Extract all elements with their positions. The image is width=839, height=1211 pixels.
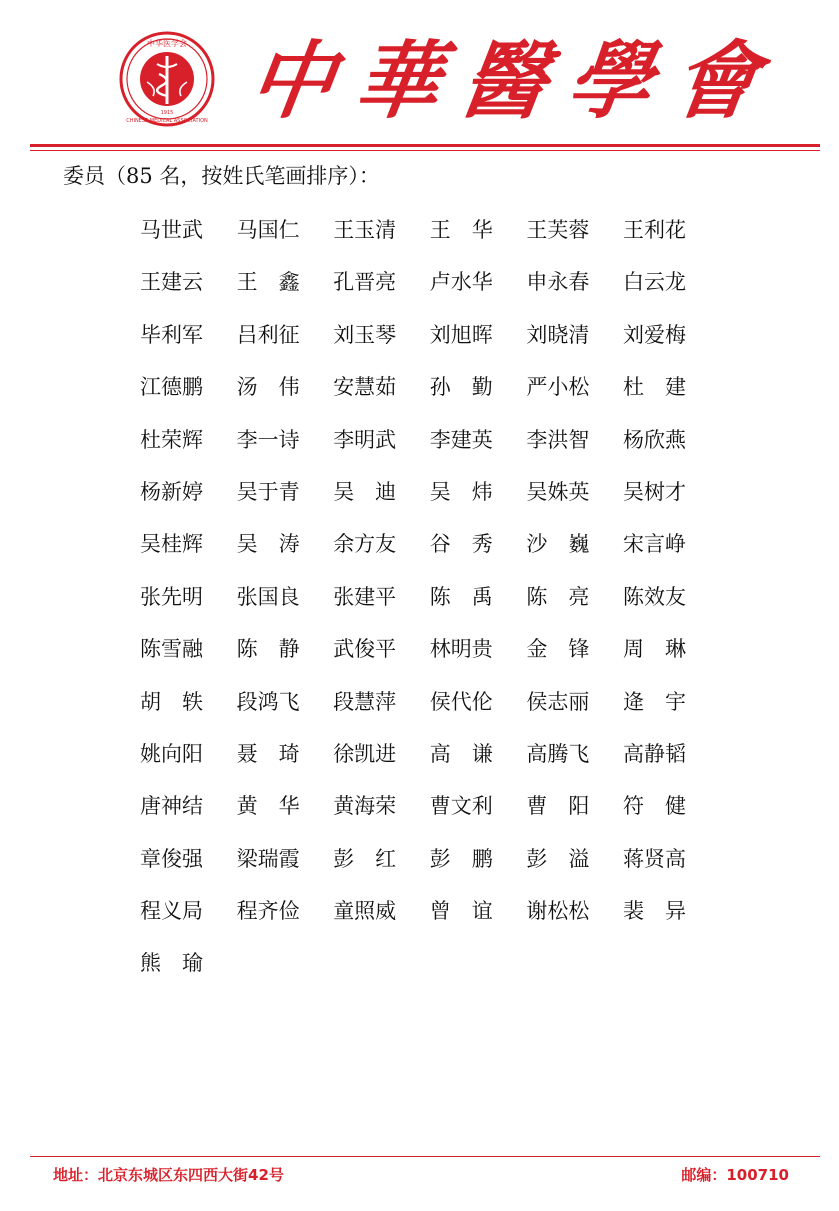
brand-char: 學 xyxy=(561,31,660,130)
member-name: 刘晓清 xyxy=(526,322,590,347)
member-name: 刘旭晖 xyxy=(429,322,493,347)
member-name: 高静韬 xyxy=(622,741,686,766)
member-name: 安慧茹 xyxy=(333,375,397,400)
member-name: 李明武 xyxy=(333,427,397,452)
member-name: 姚向阳 xyxy=(140,741,203,766)
member-name: 陈雪融 xyxy=(140,637,203,662)
member-name: 刘玉琴 xyxy=(333,322,397,347)
member-list-heading: 委员（85 名，按姓氏笔画排序）： xyxy=(63,164,380,188)
member-name: 杨欣燕 xyxy=(622,427,686,452)
member-name: 黄海荣 xyxy=(333,794,397,819)
member-name: 孔晋亮 xyxy=(333,270,397,295)
header-divider-thick xyxy=(30,144,820,147)
footer-address: 地址：北京东城区东四西大街42号 xyxy=(53,1166,284,1184)
member-name: 李一诗 xyxy=(236,427,300,452)
brand-char: 中 xyxy=(243,31,342,130)
member-name: 杜荣辉 xyxy=(140,427,203,452)
member-name: 高腾飞 xyxy=(526,741,590,766)
seal-year-text: 1915 xyxy=(160,110,174,116)
member-name: 逄 宇 xyxy=(622,689,686,714)
member-name: 童照威 xyxy=(333,899,397,924)
member-name: 王芙蓉 xyxy=(526,218,590,242)
footer-postal-code: 邮编：100710 xyxy=(681,1166,789,1184)
member-name: 刘爱梅 xyxy=(622,322,686,347)
member-name: 王 华 xyxy=(429,218,493,242)
member-name: 吴树才 xyxy=(622,479,686,504)
member-name: 章俊强 xyxy=(140,846,203,871)
member-name: 黄 华 xyxy=(236,794,300,819)
member-name: 王玉清 xyxy=(333,218,397,242)
member-name: 江德鹏 xyxy=(140,375,203,400)
member-name: 林明贵 xyxy=(429,637,493,662)
member-name: 曹 阳 xyxy=(526,794,590,819)
member-name: 曹文利 xyxy=(429,794,493,819)
member-name: 毕利军 xyxy=(140,322,203,347)
association-seal-logo xyxy=(117,30,217,128)
member-name: 谷 秀 xyxy=(429,532,493,557)
member-name: 吴姝英 xyxy=(526,479,590,504)
member-name: 梁瑞霞 xyxy=(236,846,300,871)
seal-cn-text: 中华医学会 xyxy=(147,39,187,48)
member-name: 卢水华 xyxy=(429,270,493,295)
member-name-grid xyxy=(140,204,700,990)
member-name: 徐凯进 xyxy=(333,741,397,766)
member-name: 熊 瑜 xyxy=(140,951,203,976)
member-name: 孙 勤 xyxy=(429,375,493,400)
member-name: 申永春 xyxy=(526,270,590,295)
member-name: 聂 琦 xyxy=(236,741,300,766)
brand-wordmark xyxy=(243,31,766,130)
member-name: 余方友 xyxy=(333,532,397,557)
member-name: 侯志丽 xyxy=(526,689,590,714)
member-name: 吕利征 xyxy=(236,322,300,347)
member-name: 程齐俭 xyxy=(236,899,300,924)
header-divider-thin xyxy=(30,150,820,151)
member-name: 陈 静 xyxy=(236,637,300,662)
member-name: 李洪智 xyxy=(526,427,590,452)
member-name: 沙 巍 xyxy=(526,532,590,557)
member-name: 陈 亮 xyxy=(526,584,590,609)
member-name: 张国良 xyxy=(236,584,300,609)
member-name: 彭 鹏 xyxy=(429,846,493,871)
member-name: 唐神结 xyxy=(140,794,203,819)
member-name: 周 琳 xyxy=(622,637,686,662)
member-name: 蒋贤高 xyxy=(622,846,686,871)
member-name: 王建云 xyxy=(140,270,203,295)
member-name: 段鸿飞 xyxy=(236,689,300,714)
member-name: 吴于青 xyxy=(236,479,300,504)
member-name: 高 谦 xyxy=(429,741,493,766)
member-name: 吴 炜 xyxy=(429,479,493,504)
member-name: 吴 迪 xyxy=(333,479,397,504)
member-name: 胡 轶 xyxy=(140,689,203,714)
member-name: 张建平 xyxy=(333,584,397,609)
member-name: 汤 伟 xyxy=(236,375,300,400)
brand-char: 會 xyxy=(667,31,766,130)
member-name: 金 锋 xyxy=(526,637,590,662)
member-name: 白云龙 xyxy=(622,270,686,295)
member-name: 王 鑫 xyxy=(236,270,300,295)
member-name: 彭 溢 xyxy=(526,846,590,871)
member-name: 程义局 xyxy=(140,899,203,924)
member-name: 侯代伦 xyxy=(429,689,493,714)
member-name: 裴 异 xyxy=(622,899,686,924)
member-name: 李建英 xyxy=(429,427,493,452)
member-name: 马国仁 xyxy=(236,218,300,242)
member-name: 王利花 xyxy=(622,218,686,242)
member-name: 宋言峥 xyxy=(622,532,686,557)
member-name: 陈 禹 xyxy=(429,584,493,609)
member-name: 陈效友 xyxy=(622,584,686,609)
member-name: 吴桂辉 xyxy=(140,532,203,557)
member-name: 曾 谊 xyxy=(429,899,493,924)
brand-char: 醫 xyxy=(455,31,554,130)
member-name: 武俊平 xyxy=(333,637,397,662)
footer-divider xyxy=(30,1156,820,1157)
seal-en-text: CHINESE MEDICAL ASSOCIATION xyxy=(126,118,208,124)
member-name: 彭 红 xyxy=(333,846,397,871)
member-name: 严小松 xyxy=(526,375,590,400)
member-name: 段慧萍 xyxy=(333,689,397,714)
member-name: 谢松松 xyxy=(526,899,590,924)
brand-char: 華 xyxy=(349,31,448,130)
member-name: 马世武 xyxy=(140,218,203,242)
member-name: 张先明 xyxy=(140,584,203,609)
member-name: 杜 建 xyxy=(622,375,686,400)
member-name: 吴 涛 xyxy=(236,532,300,557)
member-name: 杨新婷 xyxy=(140,479,203,504)
member-name: 符 健 xyxy=(622,794,686,819)
